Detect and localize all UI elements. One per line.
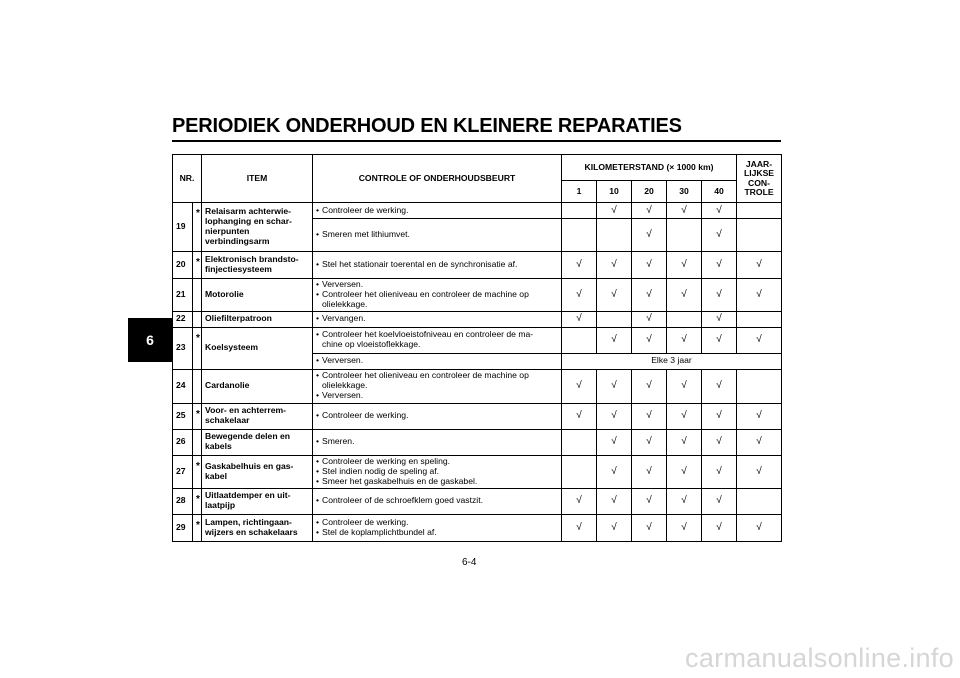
check-mark: √ [646,521,652,533]
check-cell [562,514,597,541]
table-row [173,279,782,312]
row-item: Gaskabelhuis en gas- kabel [202,455,313,488]
action-item: • Controleer de werking. [316,206,558,216]
check-cell [562,369,597,403]
check-cell [597,403,632,429]
header-km-2: 20 [632,181,667,203]
action-item: • Controleer of de schroefklem goed vastzit. [316,496,558,506]
check-cell [597,252,632,279]
row-star: * [193,327,202,369]
check-mark: √ [611,289,617,301]
row-actions [313,403,562,429]
row-actions [313,353,562,369]
header-km-0: 1 [562,181,597,203]
check-cell [702,219,737,252]
chapter-tab: 6 [128,318,172,362]
check-cell [562,252,597,279]
action-item: • Controleer de werking. [316,518,558,528]
row-actions [313,252,562,279]
row-star [193,311,202,327]
action-item: • Vervangen. [316,314,558,324]
row-item: Cardanolie [202,369,313,403]
check-mark: √ [716,495,722,507]
check-mark: √ [756,521,762,533]
action-item: • Controleer het olieniveau en controleer de machine op olielekkage. [316,371,558,391]
table-row [173,514,782,541]
check-mark: √ [646,229,652,241]
check-mark: √ [756,259,762,271]
header-km-4: 40 [702,181,737,203]
check-mark: √ [716,465,722,477]
check-mark: √ [646,380,652,392]
row-star: * [193,514,202,541]
check-cell [667,279,702,312]
check-mark: √ [611,410,617,422]
action-item: • Stel de koplamplichtbundel af. [316,528,558,538]
check-cell [632,369,667,403]
row-item: Motorolie [202,279,313,312]
check-cell [562,327,597,353]
check-mark: √ [756,465,762,477]
header-km-3: 30 [667,181,702,203]
check-mark: √ [646,334,652,346]
check-cell [597,488,632,514]
check-mark: √ [756,334,762,346]
row-star [193,429,202,455]
check-cell [737,455,782,488]
check-cell [667,311,702,327]
row-number: 24 [173,369,193,403]
check-mark: √ [716,410,722,422]
row-item: Koelsysteem [202,327,313,369]
interval-note: Elke 3 jaar [562,353,782,369]
check-mark: √ [756,410,762,422]
header-action: CONTROLE OF ONDERHOUDSBEURT [313,155,562,203]
table-row [173,327,782,353]
table-row [173,369,782,403]
row-star [193,279,202,312]
check-cell [667,455,702,488]
check-cell [737,514,782,541]
check-cell [702,455,737,488]
check-mark: √ [576,313,582,325]
check-cell [597,311,632,327]
row-star: * [193,455,202,488]
row-actions [313,455,562,488]
action-item: • Controleer het olieniveau en controleer de machine op olielekkage. [316,290,558,310]
check-cell [562,403,597,429]
check-cell [632,514,667,541]
check-mark: √ [611,380,617,392]
row-number: 29 [173,514,193,541]
check-mark: √ [576,289,582,301]
check-mark: √ [576,410,582,422]
check-mark: √ [716,289,722,301]
row-actions [313,327,562,353]
check-cell [702,279,737,312]
check-mark: √ [611,465,617,477]
check-cell [737,327,782,353]
check-cell [562,279,597,312]
check-cell [667,488,702,514]
header-item: ITEM [202,155,313,203]
row-star: * [193,252,202,279]
check-mark: √ [716,259,722,271]
check-cell [597,455,632,488]
check-cell [632,311,667,327]
check-cell [632,219,667,252]
maintenance-table [172,154,782,542]
check-cell [667,403,702,429]
header-km-1: 10 [597,181,632,203]
check-mark: √ [716,204,722,216]
check-mark: √ [756,289,762,301]
check-cell [667,203,702,219]
action-item: • Verversen. [316,280,558,290]
row-actions [313,429,562,455]
row-number: 21 [173,279,193,312]
check-mark: √ [716,334,722,346]
check-cell [597,203,632,219]
check-cell [562,203,597,219]
check-cell [667,327,702,353]
check-cell [597,327,632,353]
check-cell [737,279,782,312]
check-cell [597,279,632,312]
check-mark: √ [646,204,652,216]
check-cell [632,455,667,488]
action-item: • Verversen. [316,391,558,401]
check-cell [702,327,737,353]
action-item: • Controleer het koelvloeistofniveau en controleer de ma- chine op vloeistoflekkage. [316,330,558,350]
table-row [173,455,782,488]
row-star: * [193,488,202,514]
check-cell [632,252,667,279]
check-cell [562,455,597,488]
check-cell [597,429,632,455]
check-mark: √ [646,289,652,301]
check-mark: √ [681,380,687,392]
check-mark: √ [576,259,582,271]
check-cell [702,514,737,541]
check-cell [632,203,667,219]
table-row [173,252,782,279]
row-actions [313,203,562,219]
check-mark: √ [681,495,687,507]
row-actions [313,488,562,514]
check-cell [597,369,632,403]
check-cell [562,311,597,327]
check-mark: √ [681,436,687,448]
check-mark: √ [646,259,652,271]
check-cell [667,514,702,541]
check-mark: √ [611,334,617,346]
title-underline [172,140,781,142]
action-item: • Smeren met lithiumvet. [316,230,558,240]
check-mark: √ [681,410,687,422]
row-actions [313,311,562,327]
check-cell [737,219,782,252]
check-mark: √ [716,313,722,325]
check-cell [702,403,737,429]
check-mark: √ [611,495,617,507]
check-mark: √ [646,495,652,507]
table-row [173,429,782,455]
check-mark: √ [681,259,687,271]
action-item: • Stel indien nodig de speling af. [316,467,558,477]
check-mark: √ [576,380,582,392]
check-cell [737,203,782,219]
check-cell [737,403,782,429]
check-cell [702,252,737,279]
row-number: 19 [173,203,193,252]
check-mark: √ [756,436,762,448]
row-star: * [193,203,202,252]
check-cell [702,429,737,455]
check-cell [597,514,632,541]
check-mark: √ [611,204,617,216]
check-cell [632,327,667,353]
watermark: carmanualsonline.info [685,643,954,673]
check-mark: √ [681,204,687,216]
row-item: Voor- en achterrem- schakelaar [202,403,313,429]
check-mark: √ [611,521,617,533]
check-cell [667,252,702,279]
check-mark: √ [576,521,582,533]
check-mark: √ [646,436,652,448]
table-row [173,203,782,219]
check-cell [667,369,702,403]
check-mark: √ [716,229,722,241]
row-number: 25 [173,403,193,429]
check-cell [562,429,597,455]
action-item: • Controleer de werking. [316,411,558,421]
check-cell [562,219,597,252]
check-mark: √ [611,259,617,271]
row-actions [313,279,562,312]
row-number: 26 [173,429,193,455]
row-star: * [193,403,202,429]
check-cell [737,311,782,327]
check-mark: √ [646,410,652,422]
row-number: 28 [173,488,193,514]
action-item: • Controleer de werking en speling. [316,457,558,467]
action-item: • Smeer het gaskabelhuis en de gaskabel. [316,477,558,487]
check-cell [632,429,667,455]
check-mark: √ [611,436,617,448]
check-cell [737,252,782,279]
row-actions [313,369,562,403]
row-item: Relaisarm achterwie- lophanging en schar- nierpunten verbindingsarm [202,203,313,252]
check-cell [702,369,737,403]
row-actions [313,514,562,541]
row-number: 23 [173,327,193,369]
check-cell [737,488,782,514]
check-cell [702,203,737,219]
table-row [173,403,782,429]
check-cell [702,311,737,327]
row-number: 22 [173,311,193,327]
check-mark: √ [576,495,582,507]
check-mark: √ [681,521,687,533]
row-item: Uitlaatdemper en uit- laatpijp [202,488,313,514]
check-mark: √ [646,313,652,325]
check-mark: √ [716,436,722,448]
check-mark: √ [716,380,722,392]
table-row [173,311,782,327]
header-yearly: JAAR- LIJKSE CON- TROLE [737,155,782,203]
check-cell [667,219,702,252]
check-mark: √ [716,521,722,533]
table-row [173,488,782,514]
action-item: • Verversen. [316,356,558,366]
check-cell [562,488,597,514]
row-actions [313,219,562,252]
check-mark: √ [681,289,687,301]
action-item: • Smeren. [316,437,558,447]
check-cell [737,429,782,455]
check-cell [737,369,782,403]
row-item: Elektronisch brandsto- finjectiesysteem [202,252,313,279]
check-cell [632,279,667,312]
check-mark: √ [681,334,687,346]
page-number: 6-4 [462,557,477,568]
check-cell [667,429,702,455]
check-mark: √ [646,465,652,477]
action-item: • Stel het stationair toerental en de synchronisatie af. [316,260,558,270]
row-item: Oliefilterpatroon [202,311,313,327]
row-item: Bewegende delen en kabels [202,429,313,455]
header-nr: NR. [173,155,202,203]
check-cell [632,488,667,514]
check-cell [597,219,632,252]
row-number: 27 [173,455,193,488]
row-number: 20 [173,252,193,279]
check-cell [702,488,737,514]
row-item: Lampen, richtingaan- wijzers en schakelaars [202,514,313,541]
check-cell [632,403,667,429]
page-title: PERIODIEK ONDERHOUD EN KLEINERE REPARATIES [172,115,682,137]
check-mark: √ [681,465,687,477]
header-km: KILOMETERSTAND (× 1000 km) [562,155,737,181]
row-star [193,369,202,403]
